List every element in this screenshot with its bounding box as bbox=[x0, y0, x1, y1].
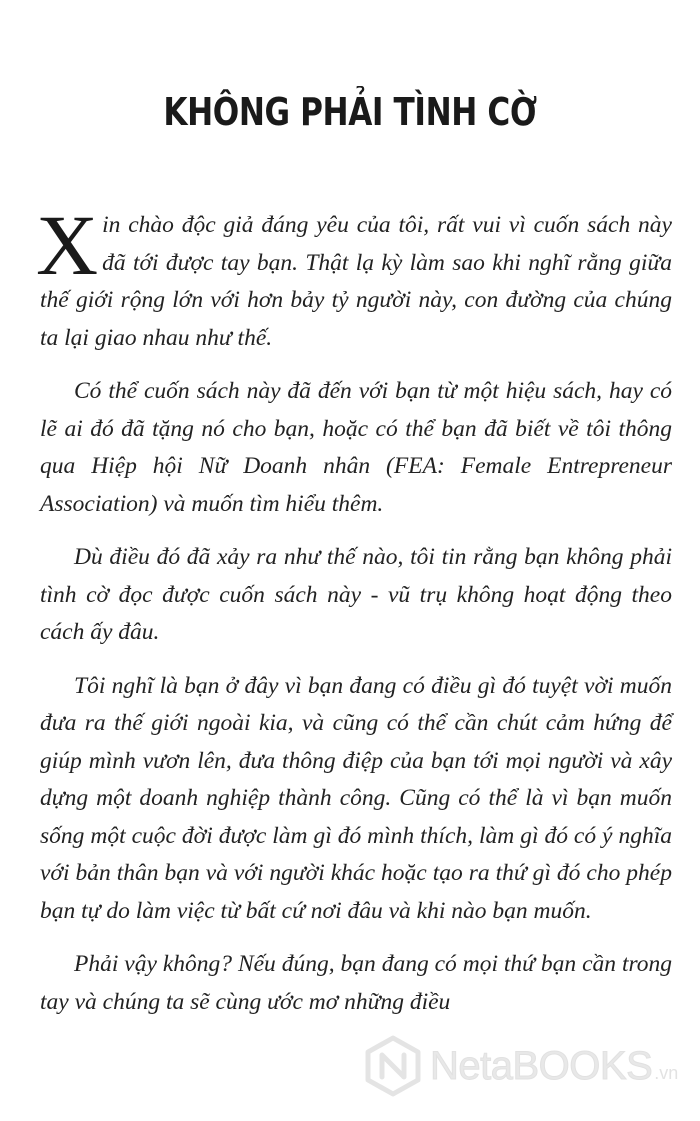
chapter-title: KHÔNG PHẢI TÌNH CỜ bbox=[163, 90, 537, 134]
watermark-brand: NetaBOOKS bbox=[430, 1043, 653, 1088]
paragraph-1 bbox=[36, 197, 672, 357]
paragraph-2: Có thể cuốn sách này đã đến với bạn từ một hiệu sách, hay có lẽ ai đó đã tặng nó cho bạn, hoặc có thể bạn đã biết về tôi thông qua Hiệp hội Nữ Doanh nhân (FEA: Female Entrepreneur Association) và muốn tìm hiểu thêm. bbox=[40, 378, 672, 517]
watermark-suffix: .vn bbox=[654, 1062, 679, 1083]
paragraph-5: Phải vậy không? Nếu đúng, bạn đang có mọi thứ bạn cần trong tay và chúng ta sẽ cùng ước mơ những điều bbox=[40, 951, 672, 1015]
netabooks-logo-icon bbox=[362, 1035, 424, 1097]
drop-cap: X bbox=[36, 197, 99, 293]
paragraph-1-text: in chào độc giả đáng yêu của tôi, rất vui vì cuốn sách này đã tới được tay bạn. Thật lạ kỳ làm sao khi nghĩ rằng giữa thế giới rộng lớn với hơn bảy tỷ người này, con đường của chúng ta lại giao nhau như thế. bbox=[40, 212, 672, 351]
paragraph-3: Dù điều đó đã xảy ra như thế nào, tôi tin rằng bạn không phải tình cờ đọc được cuốn sách này - vũ trụ không hoạt động theo cách ấy đâu. bbox=[40, 544, 672, 645]
chapter-body bbox=[36, 197, 672, 1037]
watermark bbox=[362, 1026, 682, 1106]
paragraph-4: Tôi nghĩ là bạn ở đây vì bạn đang có điều gì đó tuyệt vời muốn đưa ra thế giới ngoài kia, và cũng có thể cần chút cảm hứng để giúp mình vươn lên, đưa thông điệp của bạn tới mọi người và xây dựng một doanh nghiệp thành công. Cũng có thể là vì bạn muốn sống một cuộc đời được làm gì đó mình thích, làm gì đó có ý nghĩa với bản thân bạn và với người khác hoặc tạo ra thứ gì đó cho phép bạn tự do làm việc từ bất cứ nơi đâu và khi nào bạn muốn. bbox=[40, 672, 672, 924]
